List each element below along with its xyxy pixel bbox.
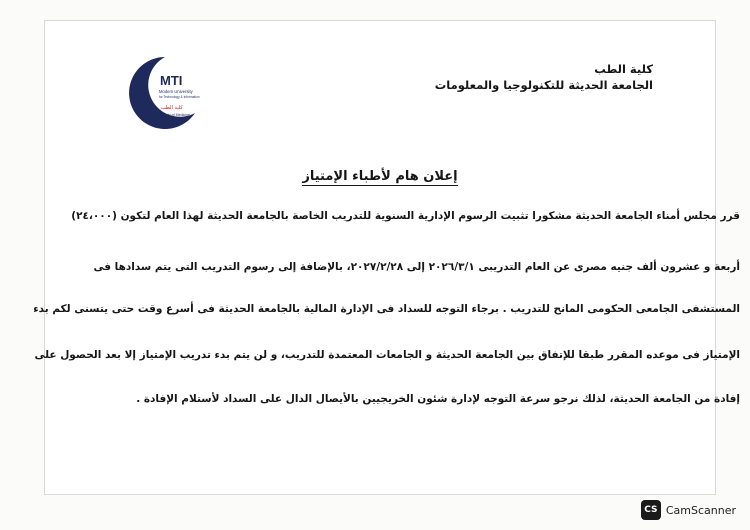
paragraph-line-2: أربعة و عشرون ألف جنيه مصرى عن العام التدريبى ٢٠٢٦/٣/١ إلى ٢٠٢٧/٢/٢٨، بالإضافة إلى رسوم التدريب التى يتم سدادها فى [93, 261, 740, 273]
logo-faculty-en: Faculty of Medicine [159, 113, 190, 117]
faculty-name: كلية الطب [594, 62, 653, 76]
paragraph-line-3: المستشفى الجامعى الحكومى المانح للتدريب . برجاء التوجه للسداد فى الإدارة المالية بالجامعة الحديثة فى أسرع وقت حتى يتسنى لكم بدء [33, 303, 740, 315]
camscanner-icon: CS [641, 500, 661, 520]
document-page [33, 20, 740, 495]
logo-text-main: MTI [160, 73, 183, 88]
paragraph-line-5: إفادة من الجامعة الحديثة، لذلك نرجو سرعة التوجه لإدارة شئون الخريجيين بالأيصال الدال على السداد لأستلام الإفادة . [136, 393, 740, 405]
paragraph-line-1: قرر مجلس أمناء الجامعة الحديثة مشكورا تثبيت الرسوم الإدارية السنوية للتدريب الخاصة بالجامعة الحديثة لهذا العام لتكون (٢٤،٠٠٠) [71, 210, 740, 222]
logo-faculty-ar: كلية الطب [161, 105, 183, 111]
camscanner-watermark [641, 500, 736, 520]
university-name: الجامعة الحديثة للتكنولوجيا والمعلومات [434, 78, 653, 92]
paragraph-line-4: الإمتياز فى موعده المقرر طبقا للإتفاق بين الجامعة الحديثة و الجامعات المعتمدة للتدريب، و لن يتم بدء تدريب الإمتياز إلا بعد الحصول على [34, 349, 740, 361]
logo-text-sub: Modern University [159, 89, 193, 94]
university-logo [125, 53, 205, 133]
logo-text-sub2: for Technology & Information [159, 95, 200, 99]
announcement-title-text: إعلان هام لأطباء الإمتياز [302, 169, 458, 184]
letterhead [435, 61, 653, 93]
announcement-title [45, 169, 715, 184]
camscanner-label: CamScanner [665, 503, 736, 517]
